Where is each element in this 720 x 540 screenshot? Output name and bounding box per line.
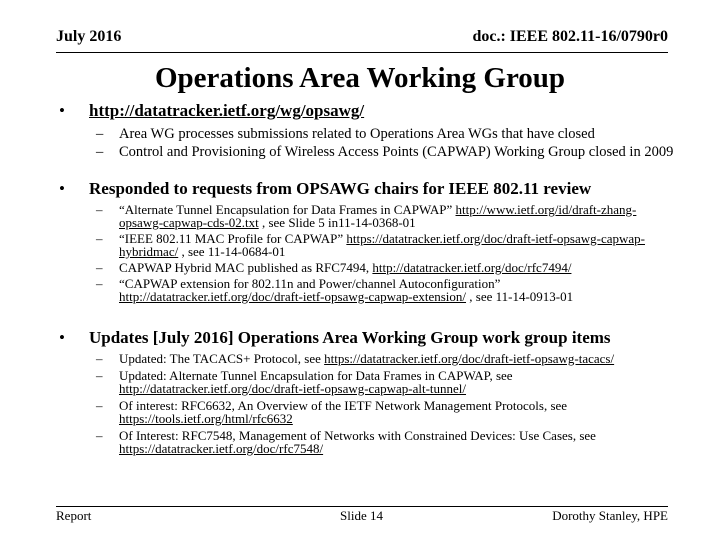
dash-icon: – bbox=[96, 260, 103, 275]
draft-link[interactable]: https://datatracker.ietf.org/doc/draft-ietf-opsawg-capwap-hybridmac/ bbox=[119, 231, 645, 259]
list-item-suffix: , see 11-14-0913-01 bbox=[466, 289, 574, 304]
slide-title: Operations Area Working Group bbox=[154, 62, 566, 94]
footer-slide-number: Slide 14 bbox=[340, 508, 383, 523]
bullet-icon: • bbox=[59, 101, 65, 120]
list-item-text: Of interest: RFC6632, An Overview of the IETF Network Management Protocols, see bbox=[119, 398, 568, 413]
dash-icon: – bbox=[96, 276, 103, 291]
dash-icon: – bbox=[96, 231, 103, 246]
bullet-text: Responded to requests from OPSAWG chairs for IEEE 802.11 review bbox=[89, 179, 592, 198]
dash-icon: – bbox=[96, 351, 103, 366]
list-item bbox=[96, 429, 676, 455]
list-item-text: Control and Provisioning of Wireless Access Points (CAPWAP) Working Group closed in 2009 bbox=[119, 144, 674, 160]
list-item bbox=[96, 143, 676, 161]
list-item bbox=[96, 232, 676, 258]
list-item-text: “Alternate Tunnel Encapsulation for Data Frames in CAPWAP” bbox=[119, 202, 456, 217]
bullet-opsawg-link bbox=[56, 100, 676, 121]
list-item-text: Updated: Alternate Tunnel Encapsulation for Data Frames in CAPWAP, see bbox=[119, 368, 513, 383]
draft-link[interactable]: http://www.ietf.org/id/draft-zhang-opsawg-capwap-cds-02.txt bbox=[119, 202, 637, 230]
dash-icon: – bbox=[96, 398, 103, 413]
footer-divider bbox=[56, 506, 668, 507]
rfc-link[interactable]: https://tools.ietf.org/html/rfc6632 bbox=[119, 411, 293, 426]
draft-link[interactable]: http://datatracker.ietf.org/doc/draft-ietf-opsawg-capwap-extension/ bbox=[119, 289, 467, 304]
list-item-text: Area WG processes submissions related to Operations Area WGs that have closed bbox=[119, 126, 595, 142]
list-item bbox=[96, 125, 676, 143]
bullet2-subitems bbox=[96, 203, 676, 303]
dash-icon: – bbox=[96, 202, 103, 217]
list-item-text: Updated: The TACACS+ Protocol, see bbox=[119, 351, 325, 366]
dash-icon: – bbox=[96, 144, 104, 160]
bullet3-subitems bbox=[96, 352, 676, 455]
bullet-icon: • bbox=[59, 179, 65, 198]
list-item-suffix: , see Slide 5 in11-14-0368-01 bbox=[258, 215, 416, 230]
bullet-updates bbox=[56, 327, 676, 348]
rfc-link[interactable]: http://datatracker.ietf.org/doc/rfc7494/ bbox=[372, 260, 572, 275]
dash-icon: – bbox=[96, 428, 103, 443]
list-item bbox=[96, 277, 676, 303]
bullet-text: Updates [July 2016] Operations Area Working Group work group items bbox=[89, 328, 611, 347]
bullet-responded bbox=[56, 178, 676, 199]
header-date: July 2016 bbox=[56, 28, 122, 45]
list-item-text: Of Interest: RFC7548, Management of Networks with Constrained Devices: Use Cases, see bbox=[119, 428, 596, 443]
footer-report: Report bbox=[56, 508, 92, 523]
dash-icon: – bbox=[96, 126, 104, 142]
list-item-suffix: , see 11-14-0684-01 bbox=[178, 244, 286, 259]
list-item-text: CAPWAP Hybrid MAC published as RFC7494, bbox=[119, 260, 373, 275]
list-item bbox=[96, 352, 676, 365]
list-item bbox=[96, 203, 676, 229]
rfc-link[interactable]: https://datatracker.ietf.org/doc/rfc7548/ bbox=[119, 441, 324, 456]
bullet1-subitems bbox=[96, 125, 676, 161]
header-divider bbox=[56, 52, 668, 53]
dash-icon: – bbox=[96, 368, 103, 383]
header-doc-id: doc.: IEEE 802.11-16/0790r0 bbox=[472, 28, 668, 45]
draft-link[interactable]: https://datatracker.ietf.org/doc/draft-ietf-opsawg-tacacs/ bbox=[324, 351, 615, 366]
bullet-icon: • bbox=[59, 328, 65, 347]
list-item bbox=[96, 369, 676, 395]
slide-body bbox=[56, 100, 676, 459]
list-item bbox=[96, 399, 676, 425]
list-item-text: “IEEE 802.11 MAC Profile for CAPWAP” bbox=[119, 231, 347, 246]
footer-author: Dorothy Stanley, HPE bbox=[552, 508, 668, 523]
list-item-text: “CAPWAP extension for 802.11n and Power/channel Autoconfiguration” bbox=[119, 276, 501, 291]
list-item bbox=[96, 261, 676, 274]
opsawg-link[interactable]: http://datatracker.ietf.org/wg/opsawg/ bbox=[89, 101, 365, 120]
draft-link[interactable]: http://datatracker.ietf.org/doc/draft-ietf-opsawg-capwap-alt-tunnel/ bbox=[119, 381, 467, 396]
